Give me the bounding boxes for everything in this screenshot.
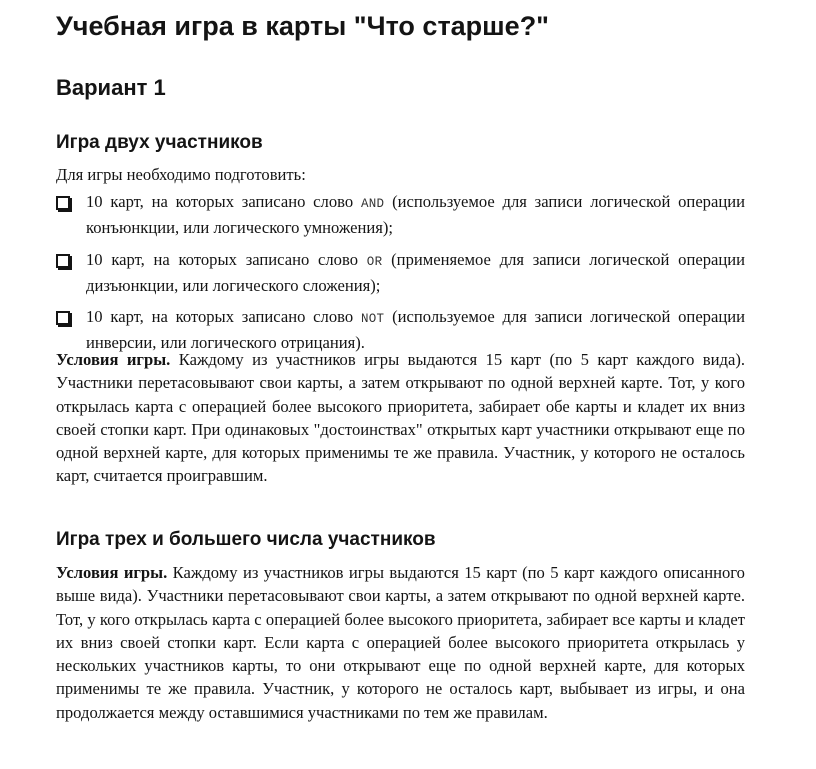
- preparation-intro: Для игры необходимо подготовить:: [56, 165, 306, 184]
- list-item-text: 10 карт, на которых записано слово: [86, 192, 361, 211]
- section-heading-multi-players: Игра трех и большего числа участников: [56, 529, 436, 550]
- rules-label: Условия игры.: [56, 563, 168, 582]
- section-heading-two-players: Игра двух участников: [56, 132, 263, 153]
- page-title: Учебная игра в карты "Что старше?": [56, 11, 549, 41]
- keyword-or: OR: [366, 254, 383, 269]
- list-item-text: (применяемое для записи логической операции дизъюнкции, или логического сложения);: [86, 249, 745, 295]
- list-item-text: (используемое для записи логической операции конъюнкции, или логического умножения);: [86, 192, 745, 238]
- rules-label: Условия игры.: [56, 350, 171, 369]
- checkbox-bullet-icon: [56, 311, 70, 325]
- list-item: [56, 190, 745, 240]
- checkbox-bullet-icon: [56, 196, 70, 210]
- list-item-text: (используемое для записи логической операции инверсии, или логического отрицания).: [86, 307, 745, 353]
- list-item: [56, 248, 745, 298]
- rules-text: Каждому из участников игры выдаются 15 карт (по 5 карт каждого описанного выше вида). Участники перетасовывают свои карты, а затем открывают по одной верхней карте. Тот, у кого открылась карта с операцией более высокого приоритета, забирает все карты и кладет их вниз своей стопки карт. Если карта с операцией более высокого приоритета открылась у нескольких участников карты, то они открывают еще по одной верхней карте, для которых применимы те же правила. Участник, у которого не осталось карт, выбывает из игры, и она продолжается между оставшимися участниками по тем же правилам.: [56, 563, 745, 722]
- keyword-and: AND: [360, 197, 385, 211]
- card-list: [56, 190, 745, 363]
- rules-text: Каждому из участников игры выдаются 15 карт (по 5 карт каждого вида). Участники перетасовывают свои карты, а затем открывают по одной верхней карте. Тот, у кого открылась карта с операцией более высокого приоритета, забирает обе карты и кладет их вниз своей стопки карт. При одинаковых "достоинствах" открытых карт участники открывают еще по одной верхней карте, для которых применимы те же правила. Участник, у которого не осталось карт, считается проигравшим.: [56, 350, 745, 486]
- list-item-text: 10 карт, на которых записано слово: [86, 307, 361, 327]
- rules-paragraph-two-players: [56, 348, 745, 488]
- rules-paragraph-multi-players: [56, 561, 745, 724]
- variant-heading: Вариант 1: [56, 75, 166, 100]
- keyword-not: NOT: [360, 312, 385, 327]
- checkbox-bullet-icon: [56, 254, 70, 268]
- list-item-text: 10 карт, на которых записано слово: [86, 249, 367, 269]
